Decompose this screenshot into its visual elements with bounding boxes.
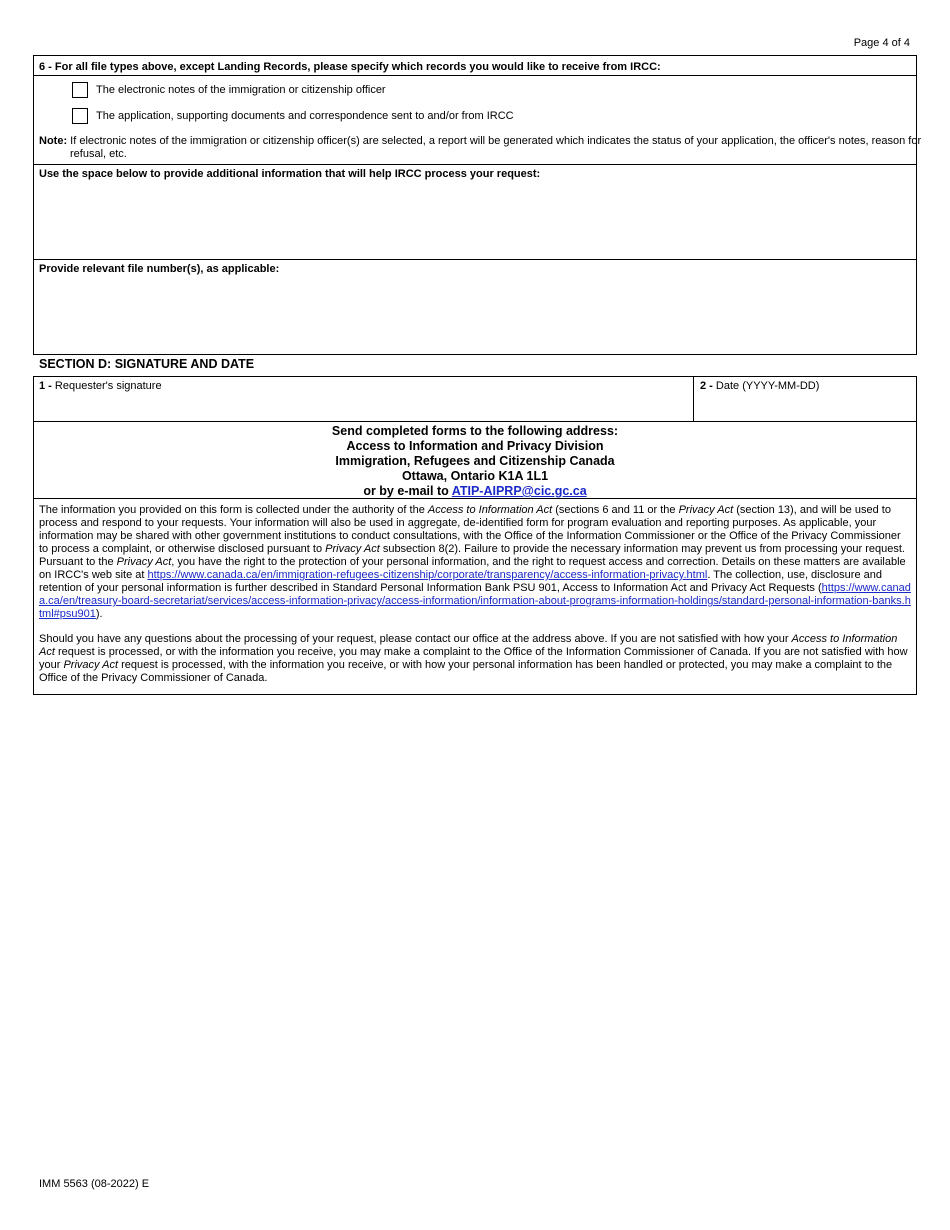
divider — [693, 377, 694, 421]
act-name: Privacy Act — [63, 659, 119, 671]
address-line: Immigration, Refugees and Citizenship Canada — [335, 454, 615, 468]
option-label: The application, supporting documents and correspondence sent to and/or from IRCC — [96, 110, 514, 122]
field-number: 1 - — [39, 380, 52, 392]
note — [39, 135, 938, 161]
section-6-title — [39, 61, 661, 73]
text: request is processed, or with the information you receive, you may make a complaint to the Office of the Information Commissioner of Canada. If you are not satisfied with how your — [39, 646, 908, 671]
act-name: Access to Information Act — [427, 504, 553, 516]
option-application-documents[interactable] — [72, 108, 514, 124]
privacy-paragraph-2 — [39, 633, 911, 685]
records-type-section — [33, 55, 922, 165]
date-label: Date (YYYY-MM-DD) — [715, 380, 820, 392]
note-text: If electronic notes of the immigration or citizenship officer(s) are selected, a report will be generated which indicates the status of your application, the officer's notes, reason for refusal, etc. — [70, 135, 922, 160]
address-line: Access to Information and Privacy Division — [346, 439, 604, 453]
signature-label: Requester's signature — [54, 380, 162, 392]
option-electronic-notes[interactable] — [72, 82, 386, 98]
application-documents-checkbox[interactable] — [72, 108, 88, 124]
text: , you have the right to the protection of your personal information, and the right to request access and correction. Details on these matters are available on IRCC's web site at — [39, 556, 906, 581]
text: subsection 8(2). Failure to provide the necessary information may prevent us from processing your request. Pursuant to the — [39, 543, 905, 568]
text: (section 13), and will be used to process and respond to your requests. Your information will also be used in aggregate, de-identified form for program evaluation and reporting purposes. As applicable, your information may be shared with other government institutions to conduct consultations, with the Office of the Information Commissioner or the Office of the Privacy Commissioner to process a complaint, or otherwise disclosed pursuant to — [39, 504, 901, 555]
act-name: Privacy Act — [325, 543, 380, 555]
electronic-notes-checkbox[interactable] — [72, 82, 88, 98]
mailing-address — [33, 421, 917, 499]
psu901-link[interactable]: https://www.canada.ca/en/treasury-board-secretariat/services/access-information-privacy/access-information/information-about-programs-information-holdings/standard-personal-information-banks.html#psu901 — [39, 582, 911, 620]
form-number: IMM 5563 (08-2022) E — [39, 1178, 150, 1190]
privacy-link[interactable]: https://www.canada.ca/en/immigration-refugees-citizenship/corporate/transparency/access-information-privacy.html — [147, 569, 708, 581]
file-numbers-field[interactable] — [33, 259, 917, 355]
date-field[interactable] — [700, 380, 819, 392]
act-name: Privacy Act — [678, 504, 734, 516]
file-numbers-label: Provide relevant file number(s), as applicable: — [39, 263, 280, 275]
signature-date-row — [33, 376, 917, 422]
privacy-notice — [33, 498, 917, 695]
additional-info-label: Use the space below to provide additional information that will help IRCC process your request: — [39, 168, 541, 180]
address-line: Send completed forms to the following address: — [331, 424, 619, 438]
email-link[interactable]: ATIP-AIPRP@cic.gc.ca — [451, 484, 587, 498]
act-name: Privacy Act — [116, 556, 172, 568]
text: The information you provided on this form is collected under the authority of the — [39, 504, 428, 516]
option-label: The electronic notes of the immigration or citizenship officer — [96, 84, 386, 96]
text: (sections 6 and 11 or the — [552, 504, 679, 516]
address-line: Ottawa, Ontario K1A 1L1 — [401, 469, 549, 483]
divider — [34, 75, 916, 76]
act-name: Access to Information Act — [39, 633, 898, 658]
signature-field[interactable] — [39, 380, 162, 392]
field-number: 2 - — [700, 380, 713, 392]
section-number: 6 - — [39, 61, 52, 73]
text: request is processed, with the information you receive, or with how your personal information has been handled or protected, you may make a complaint to the Office of the Privacy Commissioner of Canada. — [39, 659, 893, 684]
privacy-paragraph-1 — [39, 504, 911, 621]
text: Should you have any questions about the processing of your request, please contact our office at the address above. If you are not satisfied with how your — [39, 633, 792, 645]
section-d-title: SECTION D: SIGNATURE AND DATE — [39, 357, 255, 371]
additional-info-field[interactable] — [33, 164, 917, 260]
email-line — [34, 484, 916, 499]
text: . The collection, use, disclosure and retention of your personal information is further described in Standard Personal Information Bank PSU 901, Access to Information Act and Privacy Act Requests ( — [39, 569, 882, 594]
text: ). — [95, 608, 103, 620]
section-title-text: For all file types above, except Landing Records, please specify which records you would like to receive from IRCC: — [54, 61, 661, 73]
page-number: Page 4 of 4 — [853, 37, 910, 49]
note-label: Note: — [39, 135, 68, 147]
email-prefix: or by e-mail to — [363, 484, 449, 498]
